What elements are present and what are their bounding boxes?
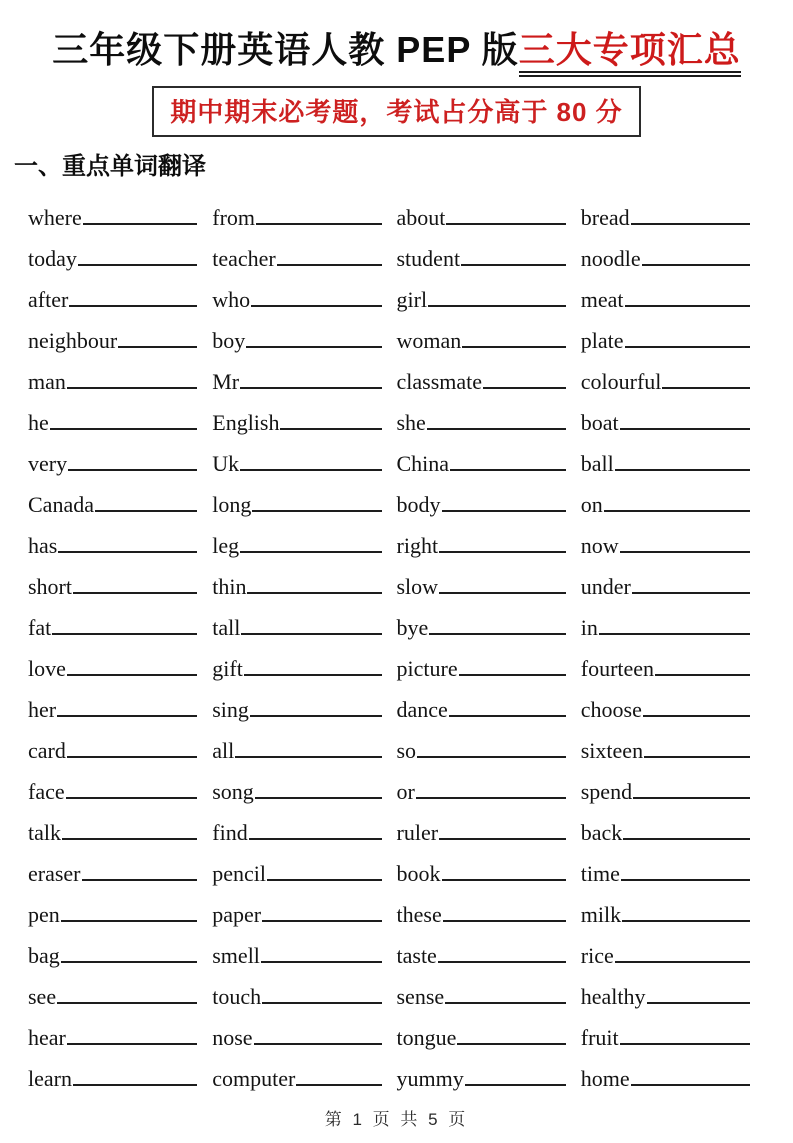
answer-blank — [620, 551, 750, 553]
word-cell — [397, 762, 581, 803]
word-label: she — [396, 409, 426, 435]
answer-blank — [438, 961, 566, 963]
answer-blank — [632, 592, 750, 594]
word-grid — [28, 188, 765, 1090]
word-cell — [397, 598, 581, 639]
word-cell — [581, 762, 765, 803]
word-label: short — [28, 573, 72, 599]
section-heading: 一、重点单词翻译 — [14, 153, 206, 180]
answer-blank — [255, 797, 382, 799]
word-label: student — [396, 245, 461, 271]
word-label: rice — [580, 942, 614, 968]
page-title-red-underlined: 三大专项汇总 — [519, 29, 741, 77]
answer-blank — [604, 510, 750, 512]
word-label: pencil — [212, 860, 267, 886]
word-label: time — [580, 860, 620, 886]
answer-blank — [445, 1002, 566, 1004]
word-label: teacher — [212, 245, 276, 271]
answer-blank — [427, 428, 566, 430]
word-cell — [581, 475, 765, 516]
answer-blank — [69, 305, 197, 307]
word-label: about — [396, 204, 446, 230]
word-label: woman — [396, 327, 462, 353]
word-label: tongue — [396, 1024, 457, 1050]
answer-blank — [61, 920, 197, 922]
word-label: picture — [396, 655, 458, 681]
answer-blank — [296, 1084, 381, 1086]
word-label: plate — [580, 327, 624, 353]
answer-blank — [643, 715, 750, 717]
word-cell — [28, 844, 212, 885]
word-cell — [212, 967, 396, 1008]
answer-blank — [615, 469, 750, 471]
word-cell — [28, 475, 212, 516]
word-cell — [28, 680, 212, 721]
answer-blank — [631, 1084, 750, 1086]
word-cell — [581, 598, 765, 639]
subtitle-box — [152, 86, 640, 137]
word-label: bread — [580, 204, 630, 230]
word-cell — [28, 967, 212, 1008]
answer-blank — [252, 510, 381, 512]
subtitle-text: 期中期末必考题，考试占分高于 80 分 — [170, 97, 623, 127]
word-label: where — [28, 204, 82, 230]
answer-blank — [262, 920, 381, 922]
answer-blank — [73, 1084, 197, 1086]
word-cell — [581, 844, 765, 885]
answer-blank — [465, 1084, 566, 1086]
word-label: English — [212, 409, 280, 435]
answer-blank — [254, 1043, 382, 1045]
word-cell — [581, 1049, 765, 1090]
word-cell — [581, 393, 765, 434]
word-cell — [581, 639, 765, 680]
word-cell — [28, 803, 212, 844]
word-cell — [397, 680, 581, 721]
word-cell — [581, 434, 765, 475]
subtitle-row — [0, 86, 793, 137]
answer-blank — [417, 756, 566, 758]
answer-blank — [241, 633, 381, 635]
word-label: dance — [396, 696, 448, 722]
word-label: from — [212, 204, 256, 230]
answer-blank — [250, 715, 382, 717]
answer-blank — [625, 305, 750, 307]
answer-blank — [67, 1043, 197, 1045]
word-label: ball — [580, 450, 614, 476]
word-cell — [397, 270, 581, 311]
answer-blank — [240, 469, 381, 471]
answer-blank — [449, 715, 566, 717]
word-label: under — [580, 573, 631, 599]
answer-blank — [118, 346, 197, 348]
word-cell — [397, 352, 581, 393]
word-cell — [28, 885, 212, 926]
word-cell — [28, 270, 212, 311]
answer-blank — [256, 223, 381, 225]
answer-blank — [599, 633, 750, 635]
answer-blank — [244, 674, 382, 676]
answer-blank — [251, 305, 381, 307]
answer-blank — [621, 879, 750, 881]
word-label: these — [396, 901, 442, 927]
word-label: neighbour — [28, 327, 118, 353]
word-cell — [212, 475, 396, 516]
answer-blank — [623, 838, 750, 840]
word-label: computer — [212, 1065, 296, 1091]
word-cell — [28, 639, 212, 680]
answer-blank — [625, 346, 750, 348]
word-cell — [212, 639, 396, 680]
word-cell — [212, 926, 396, 967]
word-label: China — [396, 450, 450, 476]
word-cell — [28, 352, 212, 393]
word-label: love — [28, 655, 66, 681]
word-label: man — [28, 368, 66, 394]
word-cell — [28, 721, 212, 762]
word-cell — [397, 967, 581, 1008]
word-cell — [581, 926, 765, 967]
answer-blank — [83, 223, 198, 225]
answer-blank — [235, 756, 381, 758]
word-label: right — [396, 532, 439, 558]
answer-blank — [631, 223, 750, 225]
word-cell — [28, 1008, 212, 1049]
answer-blank — [662, 387, 750, 389]
word-label: find — [212, 819, 248, 845]
answer-blank — [647, 1002, 750, 1004]
word-cell — [212, 393, 396, 434]
word-label: boat — [580, 409, 619, 435]
word-label: face — [28, 778, 65, 804]
answer-blank — [67, 674, 197, 676]
word-cell — [397, 516, 581, 557]
word-label: healthy — [580, 983, 646, 1009]
word-label: milk — [580, 901, 622, 927]
answer-blank — [95, 510, 197, 512]
word-cell — [581, 557, 765, 598]
answer-blank — [644, 756, 750, 758]
word-cell — [212, 270, 396, 311]
word-cell — [397, 393, 581, 434]
answer-blank — [57, 715, 197, 717]
word-cell — [397, 803, 581, 844]
answer-blank — [620, 428, 750, 430]
answer-blank — [261, 961, 382, 963]
word-cell — [212, 803, 396, 844]
word-cell — [212, 434, 396, 475]
word-label: has — [28, 532, 58, 558]
word-cell — [212, 1049, 396, 1090]
word-label: taste — [396, 942, 437, 968]
word-cell — [212, 516, 396, 557]
word-label: noodle — [580, 245, 641, 271]
word-cell — [581, 885, 765, 926]
word-cell — [397, 475, 581, 516]
word-cell — [581, 680, 765, 721]
word-label: hear — [28, 1024, 66, 1050]
word-cell — [397, 311, 581, 352]
answer-blank — [442, 879, 566, 881]
word-label: after — [28, 286, 69, 312]
word-label: bye — [396, 614, 429, 640]
word-label: gift — [212, 655, 243, 681]
page-title — [0, 22, 793, 73]
word-cell — [397, 434, 581, 475]
answer-blank — [462, 346, 565, 348]
word-cell — [212, 229, 396, 270]
word-label: bag — [28, 942, 60, 968]
word-label: in — [580, 614, 598, 640]
answer-blank — [78, 264, 197, 266]
word-label: fruit — [580, 1024, 619, 1050]
word-label: learn — [28, 1065, 72, 1091]
answer-blank — [428, 305, 566, 307]
word-cell — [28, 434, 212, 475]
word-label: Uk — [212, 450, 240, 476]
word-label: boy — [212, 327, 246, 353]
word-label: smell — [212, 942, 260, 968]
answer-blank — [416, 797, 566, 799]
answer-blank — [633, 797, 750, 799]
answer-blank — [82, 879, 198, 881]
answer-blank — [267, 879, 381, 881]
word-label: her — [28, 696, 57, 722]
word-cell — [212, 557, 396, 598]
answer-blank — [57, 1002, 197, 1004]
answer-blank — [446, 223, 565, 225]
word-cell — [397, 1008, 581, 1049]
answer-blank — [67, 756, 197, 758]
word-label: talk — [28, 819, 61, 845]
word-label: nose — [212, 1024, 253, 1050]
word-cell — [212, 598, 396, 639]
word-cell — [28, 188, 212, 229]
word-label: body — [396, 491, 441, 517]
answer-blank — [655, 674, 750, 676]
word-label: long — [212, 491, 252, 517]
word-cell — [28, 311, 212, 352]
word-cell — [212, 844, 396, 885]
word-label: sixteen — [580, 737, 644, 763]
word-label: girl — [396, 286, 428, 312]
word-cell — [212, 352, 396, 393]
answer-blank — [262, 1002, 381, 1004]
answer-blank — [439, 592, 566, 594]
answer-blank — [459, 674, 566, 676]
word-cell — [581, 229, 765, 270]
word-label: tall — [212, 614, 241, 640]
word-cell — [397, 1049, 581, 1090]
word-label: very — [28, 450, 68, 476]
word-cell — [397, 721, 581, 762]
word-label: all — [212, 737, 235, 763]
word-label: yummy — [396, 1065, 464, 1091]
answer-blank — [67, 387, 197, 389]
word-cell — [212, 1008, 396, 1049]
word-label: meat — [580, 286, 624, 312]
word-label: fourteen — [580, 655, 655, 681]
word-label: see — [28, 983, 57, 1009]
answer-blank — [247, 592, 381, 594]
word-cell — [212, 680, 396, 721]
word-label: fat — [28, 614, 52, 640]
word-label: paper — [212, 901, 262, 927]
word-cell — [28, 557, 212, 598]
answer-blank — [461, 264, 566, 266]
word-label: eraser — [28, 860, 81, 886]
answer-blank — [66, 797, 198, 799]
answer-blank — [52, 633, 197, 635]
word-label: pen — [28, 901, 60, 927]
word-label: sense — [396, 983, 445, 1009]
word-label: back — [580, 819, 623, 845]
word-cell — [581, 1008, 765, 1049]
word-cell — [28, 926, 212, 967]
word-cell — [581, 803, 765, 844]
word-label: or — [396, 778, 415, 804]
word-cell — [581, 721, 765, 762]
word-cell — [581, 352, 765, 393]
word-label: leg — [212, 532, 240, 558]
word-cell — [212, 721, 396, 762]
word-cell — [397, 229, 581, 270]
word-label: colourful — [580, 368, 662, 394]
word-label: now — [580, 532, 619, 558]
word-label: touch — [212, 983, 262, 1009]
word-label: choose — [580, 696, 642, 722]
word-cell — [28, 229, 212, 270]
word-label: today — [28, 245, 77, 271]
answer-blank — [622, 920, 750, 922]
word-cell — [397, 188, 581, 229]
word-label: who — [212, 286, 251, 312]
answer-blank — [443, 920, 566, 922]
answer-blank — [429, 633, 565, 635]
word-cell — [397, 639, 581, 680]
answer-blank — [240, 551, 381, 553]
answer-blank — [439, 551, 566, 553]
word-label: card — [28, 737, 66, 763]
word-label: slow — [396, 573, 439, 599]
answer-blank — [277, 264, 382, 266]
word-cell — [28, 762, 212, 803]
answer-blank — [61, 961, 197, 963]
answer-blank — [450, 469, 566, 471]
word-label: thin — [212, 573, 247, 599]
word-cell — [397, 844, 581, 885]
word-label: he — [28, 409, 49, 435]
word-label: Mr — [212, 368, 240, 394]
answer-blank — [246, 346, 381, 348]
answer-blank — [457, 1043, 565, 1045]
word-label: ruler — [396, 819, 439, 845]
word-cell — [397, 557, 581, 598]
answer-blank — [58, 551, 197, 553]
word-cell — [212, 885, 396, 926]
page-title-black: 三年级下册英语人教 PEP 版 — [52, 29, 519, 70]
word-label: spend — [580, 778, 633, 804]
answer-blank — [483, 387, 566, 389]
word-cell — [28, 393, 212, 434]
word-label: sing — [212, 696, 249, 722]
word-cell — [581, 967, 765, 1008]
word-label: Canada — [28, 491, 94, 517]
word-cell — [581, 516, 765, 557]
word-cell — [28, 598, 212, 639]
answer-blank — [240, 387, 381, 389]
word-cell — [28, 1049, 212, 1090]
word-cell — [581, 188, 765, 229]
word-cell — [581, 311, 765, 352]
word-label: classmate — [396, 368, 483, 394]
word-cell — [397, 885, 581, 926]
answer-blank — [615, 961, 750, 963]
page-footer: 第 1 页 共 5 页 — [324, 1110, 469, 1129]
word-cell — [212, 188, 396, 229]
answer-blank — [642, 264, 750, 266]
answer-blank — [50, 428, 197, 430]
word-label: home — [580, 1065, 630, 1091]
answer-blank — [68, 469, 197, 471]
word-cell — [581, 270, 765, 311]
word-cell — [397, 926, 581, 967]
answer-blank — [73, 592, 197, 594]
answer-blank — [442, 510, 566, 512]
answer-blank — [620, 1043, 750, 1045]
answer-blank — [280, 428, 381, 430]
answer-blank — [249, 838, 382, 840]
word-cell — [28, 516, 212, 557]
word-cell — [212, 311, 396, 352]
word-cell — [212, 762, 396, 803]
word-label: so — [396, 737, 417, 763]
word-label: on — [580, 491, 603, 517]
word-label: song — [212, 778, 254, 804]
answer-blank — [62, 838, 197, 840]
word-label: book — [396, 860, 441, 886]
answer-blank — [439, 838, 566, 840]
